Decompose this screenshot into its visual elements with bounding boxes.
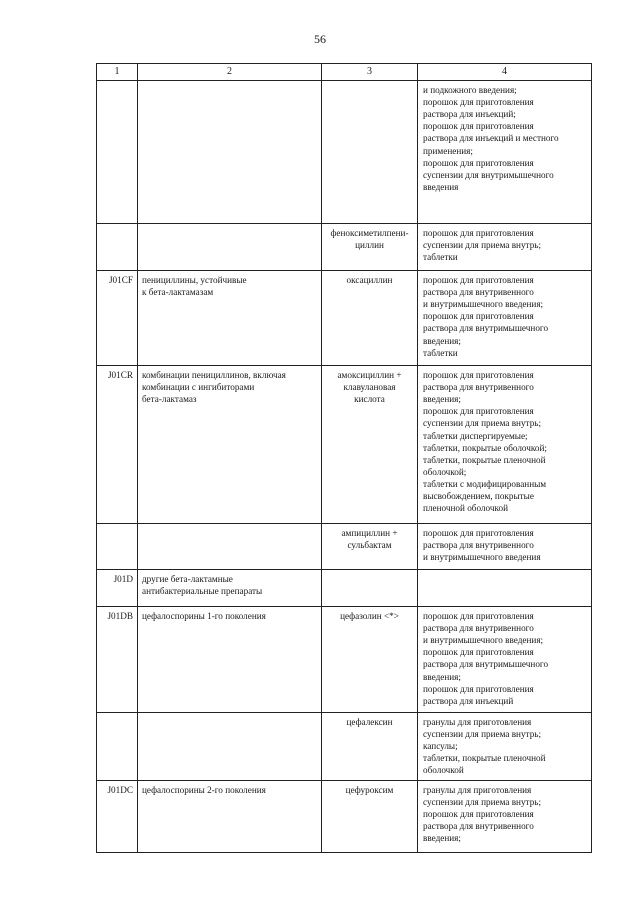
group-name-cell: комбинации пенициллинов, включая комбинации с ингибиторами бета-лактамаз — [138, 366, 322, 524]
dosage-forms-cell: порошок для приготовления раствора для внутривенного и внутримышечного введения; порошок для приготовления раствора для внутримышечного введения; порошок для приготовления раствора для инъекций — [418, 607, 592, 713]
atc-code-cell — [97, 81, 138, 224]
atc-code-cell: J01CR — [97, 366, 138, 524]
drug-name-cell: цефазолин <*> — [322, 607, 418, 713]
atc-code-cell: J01D — [97, 570, 138, 607]
drug-name-cell: феноксиметилпени- циллин — [322, 224, 418, 271]
atc-code-cell: J01CF — [97, 271, 138, 366]
atc-code-cell — [97, 224, 138, 271]
dosage-forms-cell: порошок для приготовления раствора для внутривенного и внутримышечного введения; порошок для приготовления раствора для внутримышечного введения; таблетки — [418, 271, 592, 366]
drug-table — [96, 63, 592, 853]
table-row — [97, 224, 592, 271]
atc-code-cell: J01DB — [97, 607, 138, 713]
group-name-cell — [138, 224, 322, 271]
drug-name-cell: цефалексин — [322, 713, 418, 781]
group-name-cell: цефалоспорины 2-го поколения — [138, 781, 322, 853]
table-row — [97, 524, 592, 570]
atc-code-cell: J01DC — [97, 781, 138, 853]
dosage-forms-cell: гранулы для приготовления суспензии для приема внутрь; капсулы; таблетки, покрытые пленочной оболочкой — [418, 713, 592, 781]
dosage-forms-cell: и подкожного введения; порошок для приготовления раствора для инъекций; порошок для приготовления раствора для инъекций и местного применения; порошок для приготовления суспензии для внутримышечного введения — [418, 81, 592, 224]
drug-name-cell: цефуроксим — [322, 781, 418, 853]
table-row — [97, 366, 592, 524]
drug-name-cell: оксациллин — [322, 271, 418, 366]
drug-name-cell: ампициллин + сульбактам — [322, 524, 418, 570]
header-col-2: 2 — [138, 64, 322, 81]
atc-code-cell — [97, 524, 138, 570]
table-row — [97, 81, 592, 224]
header-col-3: 3 — [322, 64, 418, 81]
page-number: 56 — [314, 32, 326, 46]
dosage-forms-cell: порошок для приготовления раствора для внутривенного введения; порошок для приготовления суспензии для приема внутрь; таблетки диспергируемые; таблетки, покрытые оболочкой; таблетки, покрытые пленочной оболочкой; таблетки с модифицированным высвобождением, покрытые пленочной оболочкой — [418, 366, 592, 524]
table-row — [97, 271, 592, 366]
table-row — [97, 713, 592, 781]
table-row — [97, 607, 592, 713]
drug-name-cell — [322, 570, 418, 607]
group-name-cell: пенициллины, устойчивые к бета-лактамазам — [138, 271, 322, 366]
dosage-forms-cell: порошок для приготовления раствора для внутривенного и внутримышечного введения — [418, 524, 592, 570]
group-name-cell — [138, 713, 322, 781]
drug-name-cell — [322, 81, 418, 224]
header-col-4: 4 — [418, 64, 592, 81]
group-name-cell: цефалоспорины 1-го поколения — [138, 607, 322, 713]
dosage-forms-cell: порошок для приготовления суспензии для приема внутрь; таблетки — [418, 224, 592, 271]
header-row — [97, 64, 592, 81]
table-row — [97, 570, 592, 607]
drug-name-cell: амоксициллин + клавулановая кислота — [322, 366, 418, 524]
group-name-cell — [138, 524, 322, 570]
dosage-forms-cell — [418, 570, 592, 607]
group-name-cell: другие бета-лактамные антибактериальные препараты — [138, 570, 322, 607]
table-row — [97, 781, 592, 853]
atc-code-cell — [97, 713, 138, 781]
group-name-cell — [138, 81, 322, 224]
dosage-forms-cell: гранулы для приготовления суспензии для приема внутрь; порошок для приготовления раствора для внутривенного введения; — [418, 781, 592, 853]
header-col-1: 1 — [97, 64, 138, 81]
